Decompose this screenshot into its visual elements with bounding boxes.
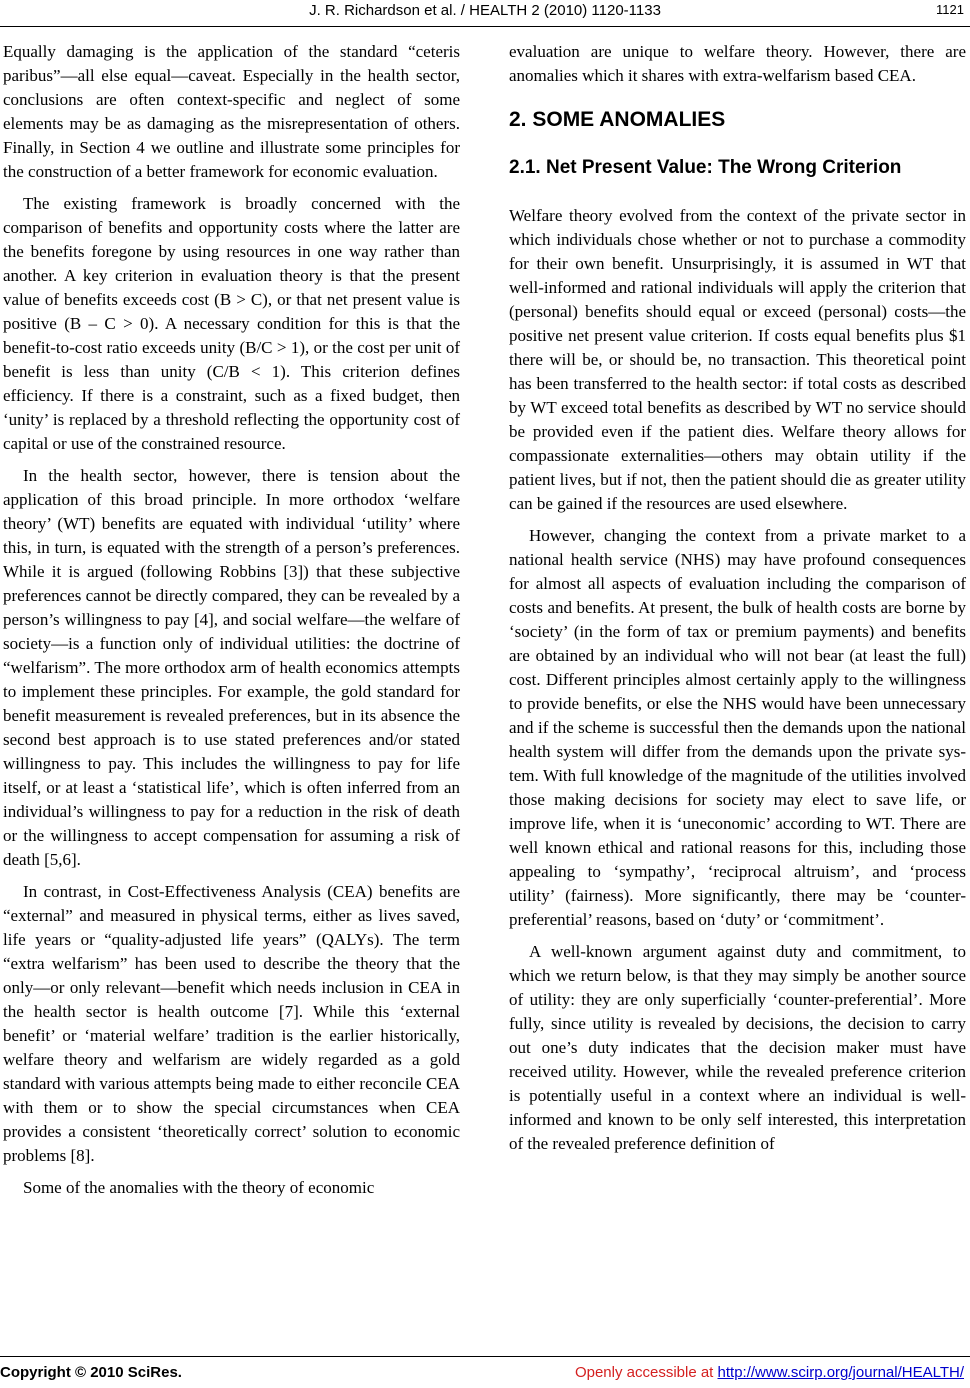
- paragraph: A well-known argument against duty and commitment, to which we return below, is that they may simply be another source of utility: they are only superficially ‘counter-preferential’. More fully, since utility is revealed by decisions, the decision to carry out one’s duty indicates that the decision maker must have received utility. However, while the revealed preference criterion is potentially useful in a context where an individual is well-informed and known to be only self interested, this interpretation of the revealed preference definition of: [509, 942, 966, 1153]
- right-column: [509, 40, 966, 1156]
- footer-rule: [0, 1356, 970, 1357]
- paragraph: The existing framework is broadly concerned with the comparison of benefits and opportunity costs where the latter are the benefits foregone by using resources in one way rather than another. A key criterion in evaluation theory is that the present value of benefits exceeds cost (B > C), or that net present value is positive (B – C > 0). A necessary condition for this is that the benefit-to-cost ratio exceeds unity (B/C > 1), or the cost per unit of benefit is less than unity (C/B < 1). This criterion defines efficiency. If there is a constraint, such as a fixed budget, then ‘unity’ is replaced by a threshold reflecting the opportunity cost of capital or use of the constrained resource.: [3, 194, 460, 453]
- running-title: J. R. Richardson et al. / HEALTH 2 (2010) 1120-1133: [309, 2, 661, 19]
- page-number: 1121: [936, 2, 964, 17]
- footer: [0, 1364, 970, 1386]
- header-rule: [0, 26, 970, 27]
- journal-link[interactable]: http://www.scirp.org/journal/HEALTH/: [717, 1364, 964, 1381]
- copyright: Copyright © 2010 SciRes.: [0, 1364, 182, 1381]
- paragraph: Welfare theory evolved from the context of the private sector in which individuals chose whether or not to purchase a commodity for their own benefit. Unsurprisingly, it is assumed in WT that well-informed and rational individuals will apply the criterion that (personal) benefits should equal or exceed (personal) costs—the positive net present value criterion. If costs equal benefits plus $1 there will be, or should be, no transaction. This theoretical point has been transferred to the health sector: if total costs as described by WT exceed total benefits as described by WT no service should be provided even if the patient dies. Welfare theory allows for compassionate externalities—others may obtain utility if the patient lives, but if not, then the patient should die as greater utility can be gained if the resources are used elsewhere.: [509, 206, 966, 513]
- access-statement: [575, 1364, 964, 1381]
- paragraph: evaluation are unique to welfare theory. However, there are anomalies which it shares with extra-welfarism based CEA.: [509, 42, 966, 85]
- paragraph: However, changing the context from a private market to a national health service (NHS) may have profound consequences for almost all aspects of evaluation including the comparison of costs and benefits. At present, the bulk of health costs are borne by ‘society’ (in the form of tax or premium payments) and benefits are obtained by an individual who will not bear (at least the full) cost. Different principles almost certainly apply to the willingness to provide benefits, or else the NHS would have been unnecessary and if the scheme is successful then the demands upon the national health system will differ from the demands upon the private system. With full knowledge of the magnitude of the utilities involved those making decisions for society may elect to save life, or improve life, when it is ‘uneconomic’ according to WT. There are well known ethical and rational reasons for this, including those appealing to ‘sympathy’, ‘reciprocal altruism’, and ‘process utility’ (fairness). More significantly, there may be ‘counter-preferential’ reasons, based on ‘duty’ or ‘commitment’.: [509, 526, 966, 929]
- left-column: [3, 40, 460, 1200]
- subsection-heading: 2.1. Net Present Value: The Wrong Criterion: [509, 157, 902, 178]
- paragraph: Some of the anomalies with the theory of economic: [23, 1178, 375, 1197]
- paragraph: In contrast, in Cost-Effectiveness Analysis (CEA) benefits are “external” and measured in physical terms, either as lives saved, life years or “quality-adjusted life years” (QALYs). The term “extra welfarism” has been used to describe the theory that the only—or only relevant—benefit which needs inclusion in CEA in the health sector is health outcome [7]. While this ‘external benefit’ or ‘material welfare’ tradition is the earlier historically, welfare theory and welfarism are widely regarded as a gold standard with various attempts being made to either reconcile CEA with them or to show the special circumstances when CEA provides a consistent ‘theoretically correct’ solution to economic problems [8].: [3, 882, 460, 1165]
- section-heading: 2. SOME ANOMALIES: [509, 108, 726, 131]
- paragraph: In the health sector, however, there is tension about the application of this broad principle. In more orthodox ‘welfare theory’ (WT) benefits are equated with individual ‘utility’ where this, in turn, is equated with the strength of a person’s preferences. While it is argued (following Robbins [3]) that these subjective preferences cannot be directly compared, they can be revealed by a person’s willingness to pay [4], and social welfare—the welfare of society—is a function only of individual utilities: the doctrine of “welfarism”. The more orthodox arm of health economics attempts to implement these principles. For example, the gold standard for benefit measurement is revealed preferences, but in its absence the second best approach is to use stated preferences and/or stated willingness to pay. This includes the willingness to pay for life itself, or at least a ‘statistical life’, which is often inferred from an individual’s willingness to pay for a reduction in the risk of death or the willingness to accept compensation for assuming a risk of death [5,6].: [3, 466, 460, 869]
- access-text: Openly accessible at: [574, 1364, 718, 1381]
- running-header: [0, 2, 970, 24]
- paragraph: Equally damaging is the application of the standard “ceteris paribus”—all else equal—caveat. Especially in the health sector, conclusions are often context-specific and neglect of some elements may be as damaging as the misrepresentation of others. Finally, in Section 4 we outline and illustrate some principles for the construction of a better framework for economic evaluation.: [3, 42, 460, 181]
